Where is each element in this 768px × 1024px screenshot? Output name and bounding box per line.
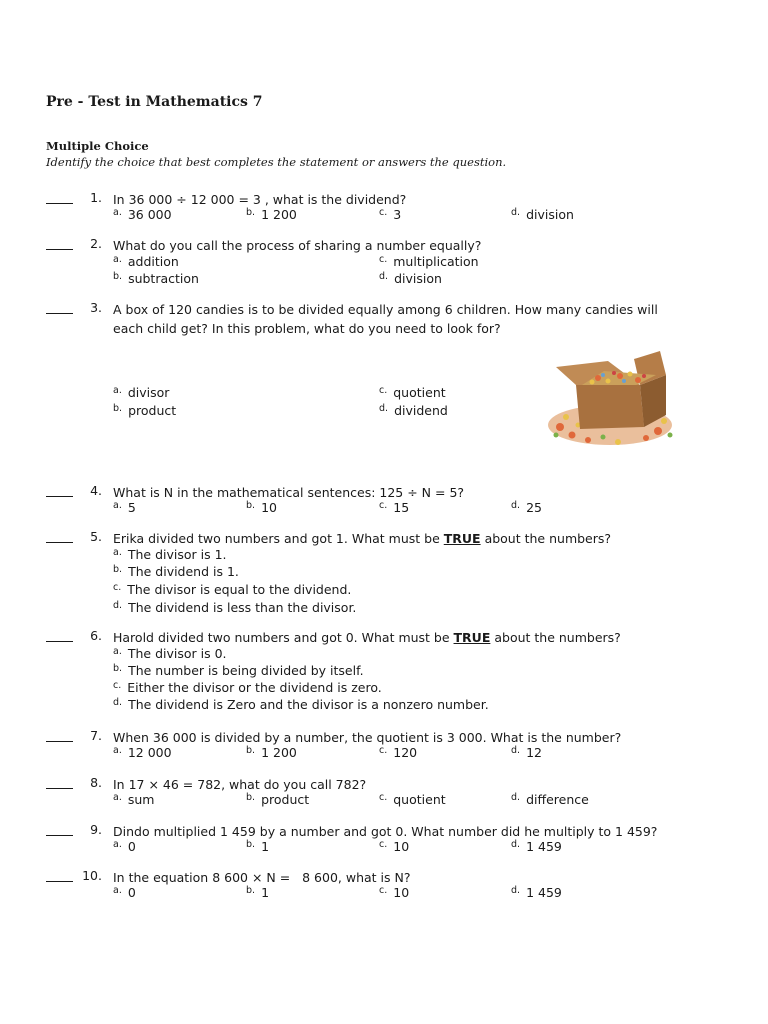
question-stem: What is N in the mathematical sentences: 125 ÷ N = 5? [113, 485, 465, 500]
option-c[interactable] [113, 582, 351, 597]
option-b[interactable] [246, 885, 269, 900]
option-letter: c. [379, 885, 388, 896]
option-text: product [128, 403, 177, 418]
question-number: 2. [90, 236, 102, 251]
option-text: The dividend is Zero and the divisor is a nonzero number. [128, 697, 489, 712]
option-c[interactable] [379, 500, 409, 515]
option-text: divisor [127, 385, 170, 400]
question-stem: In 17 × 46 = 782, what do you call 782? [113, 777, 367, 792]
question-stem: In 36 000 ÷ 12 000 = 3 , what is the dividend? [113, 192, 407, 207]
question-number: 10. [82, 868, 102, 883]
option-text: 120 [393, 745, 418, 760]
option-letter: c. [379, 839, 388, 850]
option-text: division [394, 271, 442, 286]
option-a[interactable] [113, 839, 136, 854]
option-text: multiplication [393, 254, 479, 269]
stem-text: Harold divided two numbers and got 0. What must be [113, 630, 454, 645]
option-letter: b. [246, 207, 256, 218]
option-text: 10 [393, 885, 410, 900]
option-b[interactable] [246, 839, 269, 854]
question-number: 5. [90, 529, 102, 544]
answer-blank[interactable] [46, 628, 73, 642]
section-heading: Multiple Choice [46, 139, 149, 153]
question-stem [113, 529, 713, 548]
option-text: The divisor is equal to the dividend. [127, 582, 352, 597]
option-text: 10 [261, 500, 277, 515]
option-letter: b. [113, 271, 123, 282]
option-letter: d. [511, 745, 521, 756]
option-a[interactable] [113, 254, 179, 269]
option-text: The dividend is less than the divisor. [128, 600, 357, 615]
option-c[interactable] [379, 885, 409, 900]
option-text: 5 [127, 500, 136, 515]
answer-blank[interactable] [46, 300, 73, 314]
question-number: 7. [90, 728, 102, 743]
option-c[interactable] [379, 745, 417, 760]
option-letter: c. [379, 385, 388, 396]
question-stem: Dindo multiplied 1 459 by a number and got 0. What number did he multiply to 1 459? [113, 824, 658, 839]
option-b[interactable] [246, 207, 297, 222]
option-c[interactable] [379, 385, 446, 400]
option-d[interactable] [511, 207, 574, 222]
option-text: difference [526, 792, 589, 807]
option-text: 36 000 [127, 207, 172, 222]
option-b[interactable] [113, 564, 239, 579]
option-letter: a. [113, 500, 122, 511]
stem-emphasis: TRUE [453, 630, 491, 645]
option-a[interactable] [113, 885, 136, 900]
option-d[interactable] [379, 271, 442, 286]
option-letter: c. [379, 254, 388, 265]
option-text: Either the divisor or the dividend is zero. [127, 680, 382, 695]
option-letter: c. [113, 680, 122, 691]
option-a[interactable] [113, 207, 172, 222]
option-letter: d. [511, 885, 521, 896]
option-letter: a. [113, 792, 122, 803]
answer-blank[interactable] [46, 529, 73, 543]
option-letter: a. [113, 646, 122, 657]
option-b[interactable] [246, 745, 297, 760]
option-text: The number is being divided by itself. [128, 663, 364, 678]
option-text: 1 459 [526, 885, 562, 900]
option-letter: c. [379, 207, 388, 218]
option-letter: a. [113, 547, 122, 558]
option-a[interactable] [113, 792, 154, 807]
option-text: 1 459 [526, 839, 562, 854]
question-number: 4. [90, 483, 102, 498]
option-letter: a. [113, 839, 122, 850]
question-stem: What do you call the process of sharing a number equally? [113, 238, 482, 253]
option-letter: d. [379, 403, 389, 414]
option-c[interactable] [379, 792, 446, 807]
option-text: 1 200 [261, 745, 297, 760]
question-number: 1. [90, 190, 102, 205]
option-letter: c. [379, 745, 388, 756]
option-text: subtraction [128, 271, 199, 286]
option-a[interactable] [113, 646, 227, 661]
option-letter: a. [113, 385, 122, 396]
option-text: quotient [393, 792, 446, 807]
option-d[interactable] [511, 839, 562, 854]
option-text: The divisor is 0. [127, 646, 227, 661]
option-text: quotient [393, 385, 446, 400]
option-letter: b. [113, 663, 123, 674]
option-d[interactable] [113, 600, 356, 615]
option-text: 12 000 [127, 745, 172, 760]
option-b[interactable] [113, 271, 199, 286]
option-b[interactable] [246, 792, 309, 807]
option-c[interactable] [379, 207, 401, 222]
answer-blank[interactable] [46, 190, 73, 204]
option-letter: b. [246, 745, 256, 756]
option-letter: b. [113, 403, 123, 414]
option-d[interactable] [511, 745, 542, 760]
option-letter: c. [379, 792, 388, 803]
answer-blank[interactable] [46, 822, 73, 836]
option-d[interactable] [511, 500, 542, 515]
option-text: 12 [526, 745, 542, 760]
answer-blank[interactable] [46, 775, 73, 789]
option-text: 0 [127, 885, 136, 900]
option-letter: d. [379, 271, 389, 282]
option-text: 0 [127, 839, 136, 854]
option-d[interactable] [511, 885, 562, 900]
option-text: 1 [261, 885, 270, 900]
option-text: 3 [393, 207, 402, 222]
stem-text: about the numbers? [480, 531, 612, 546]
option-text: 1 [261, 839, 270, 854]
option-text: 10 [393, 839, 410, 854]
option-letter: a. [113, 207, 122, 218]
stem-emphasis: TRUE [443, 531, 481, 546]
option-letter: d. [511, 207, 521, 218]
option-b[interactable] [246, 500, 277, 515]
option-letter: d. [511, 500, 521, 511]
question-stem-line-1: A box of 120 candies is to be divided equally among 6 children. How many candies will [113, 302, 658, 317]
option-a[interactable] [113, 500, 136, 515]
answer-blank[interactable] [46, 483, 73, 497]
option-text: 25 [526, 500, 542, 515]
option-letter: a. [113, 254, 122, 265]
option-letter: d. [113, 697, 123, 708]
option-letter: d. [511, 839, 521, 850]
question-stem: In the equation 8 600 × N = 8 600, what is N? [113, 870, 411, 885]
question-stem: When 36 000 is divided by a number, the quotient is 3 000. What is the number? [113, 730, 622, 745]
option-a[interactable] [113, 547, 227, 562]
option-c[interactable] [113, 680, 382, 695]
option-letter: c. [113, 582, 122, 593]
question-stem [113, 628, 713, 647]
option-letter: a. [113, 885, 122, 896]
option-letter: b. [246, 500, 256, 511]
option-letter: d. [113, 600, 123, 611]
option-letter: b. [246, 792, 256, 803]
question-number: 3. [90, 300, 102, 315]
option-d[interactable] [379, 403, 448, 418]
option-a[interactable] [113, 745, 172, 760]
option-letter: b. [113, 564, 123, 575]
option-letter: c. [379, 500, 388, 511]
option-letter: d. [511, 792, 521, 803]
question-number: 6. [90, 628, 102, 643]
option-text: dividend [394, 403, 448, 418]
instructions: Identify the choice that best completes the statement or answers the question. [46, 155, 507, 169]
option-text: The divisor is 1. [127, 547, 227, 562]
option-c[interactable] [379, 254, 479, 269]
option-text: 1 200 [261, 207, 297, 222]
option-text: The dividend is 1. [128, 564, 239, 579]
option-b[interactable] [113, 403, 176, 418]
stem-text: about the numbers? [490, 630, 621, 645]
question-number: 8. [90, 775, 102, 790]
option-d[interactable] [511, 792, 589, 807]
page-title: Pre - Test in Mathematics 7 [46, 94, 263, 110]
option-text: product [261, 792, 310, 807]
option-b[interactable] [113, 663, 364, 678]
option-text: addition [127, 254, 179, 269]
answer-blank[interactable] [46, 728, 73, 742]
answer-blank[interactable] [46, 236, 73, 250]
question-stem-line-2: each child get? In this problem, what do you need to look for? [113, 321, 501, 336]
option-letter: b. [246, 885, 256, 896]
option-text: 15 [393, 500, 410, 515]
stem-text: Erika divided two numbers and got 1. What must be [113, 531, 444, 546]
option-text: sum [127, 792, 155, 807]
option-a[interactable] [113, 385, 169, 400]
answer-blank[interactable] [46, 868, 73, 882]
option-d[interactable] [113, 697, 489, 712]
candy-box-image [548, 345, 678, 450]
question-number: 9. [90, 822, 102, 837]
option-c[interactable] [379, 839, 409, 854]
option-letter: a. [113, 745, 122, 756]
option-letter: b. [246, 839, 256, 850]
option-text: division [526, 207, 574, 222]
